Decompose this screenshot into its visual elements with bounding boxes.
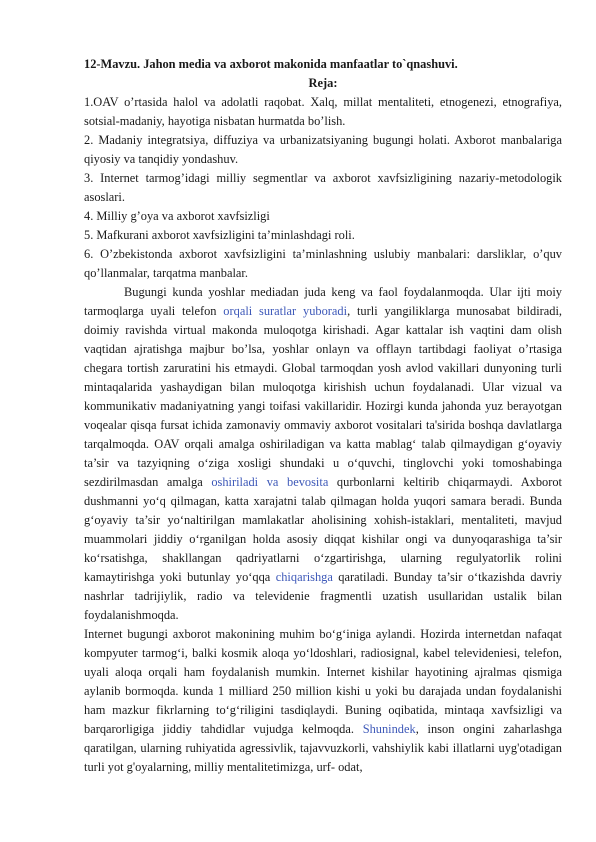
document-page: [84, 55, 562, 777]
body-paragraph-2: [84, 625, 562, 777]
paragraph-1-link-3[interactable]: chiqarishga: [275, 570, 333, 584]
plan-list: [84, 93, 562, 283]
paragraph-1-text-b: , turli yangiliklarga munosabat bildiradi, doimiy ravishda virtual makonda muloqotga kirishadi. Agar kattalar ish vaqtini dam olish vaqtidan ajratishga majbur bo’lsa, yoshlar onlayn va offlayn tartibdagi faoliyat o’rtasiga chegara tortish zaruratini his etmaydi. Global tarmoqdan yosh avlod vakillari dunyoning turli mintaqalarida yashaydigan bilan muloqotga kirishish uchun foydalanadi. Ular vizual va kommunikativ madaniyatning yangi toifasi vakillaridir. Hozirgi kunda jahonda yuz berayotgan voqealar qisqa fursat ichida zamonaviy ommaviy axborot vositalari ta'sirida boshqa davlatlarga tarqalmoqda. OAV orqali amalga oshiriladigan va katta mablag‘ talab qilmaydigan g‘oyaviy ta’sir va tazyiqning o‘ziga xosligi shundaki u o‘quvchi, tinglovchi yoki tomoshabinga sezdirilmasdan amalga: [84, 304, 563, 489]
paragraph-2-text-b: , inson ongini zaharlashga qaratilgan, ularning ruhiyatida agressivlik, tajavvuzkorli, vahshiylik kabi illatlarni uyg'otadigan turli yot g'oyalarning, milliy mentalitetimizga, urf- odat,: [84, 722, 562, 774]
paragraph-2-text-a: Internet bugungi axborot makonining muhim bo‘g‘iniga aylandi. Hozirda internetdan nafaqat kompyuter tarmog‘i, balki kosmik aloqa yo‘ldoshlari, radiosignal, kabel televideniesi, telefon, uyali aloqa orqali ham foydalanish mumkin. Internet kishilar hayotining ajralmas qismiga aylanib bormoqda. kunda 1 milliard 250 million kishi u yoki bu darajada undan foydalanishi ham mazkur fikrlarning to‘g‘riligini tasdiqlaydi. Buning oqibatida, mintaqa xavfsizligi va barqarorligiga jiddiy tahdidlar vujudga kelmoqda.: [84, 627, 562, 736]
paragraph-1-text-c: qurbonlarni keltirib chiqarmaydi. Axborot dushmanni yo‘q qilmagan, katta xarajatni talab qilmagan holda yuqori samara beradi. Bunda g‘oyaviy ta’sir yo‘naltirilgan mamlakatlar aholisining xohish-istaklari, mentaliteti, mavjud muammolari jiddiy o‘rganilgan holda asosiy diqqat kishilar ongi va dunyoqarashiga ta’sir ko‘rsatishga, shakllangan qadriyatlarni o‘zgartirishga, ularning regulyatorlik rolini kamaytirishga yoki butunlay yo‘qqa: [84, 475, 562, 584]
page-title: 12-Mavzu. Jahon media va axborot makonida manfaatlar to`qnashuvi.: [84, 57, 458, 71]
paragraph-1-text-a: Bugungi kunda yoshlar mediadan juda keng va faol foydalanmoqda. Ular ijti moiy tarmoqlarga uyali telefon: [84, 285, 562, 318]
body-paragraph-1: [84, 283, 562, 625]
plan-item-6: 6. O’zbekistonda axborot xavfsizligini ta’minlashning uslubiy manbalari: darsliklar, o’quv qo’llanmalar, tarqatma manbalar.: [84, 247, 562, 280]
paragraph-1-text-d: qaratiladi. Bunday ta’sir o‘tkazishda davriy nashrlar tadrijiylik, radio va televidenie fragmentli uzatish usullaridan ustalik bilan foydalanishmoqda.: [84, 570, 562, 622]
paragraph-1-link-2[interactable]: oshiriladi va bevosita: [211, 475, 329, 489]
plan-item-3: 3. Internet tarmog’idagi milliy segmentlar va axborot xavfsizligining nazariy-metodologik asoslari.: [84, 171, 562, 204]
plan-item-2: 2. Madaniy integratsiya, diffuziya va urbanizatsiyaning bugungi holati. Axborot manbalariga qiyosiy va tanqidiy yondashuv.: [84, 133, 562, 166]
paragraph-1-link-1[interactable]: orqali suratlar yuboradi: [223, 304, 348, 318]
plan-heading: Reja:: [308, 76, 338, 90]
plan-item-1: 1.OAV o’rtasida halol va adolatli raqobat. Xalq, millat mentaliteti, etnogenezi, etnografiya, sotsial-madaniy, hayotiga nisbatan hurmatda bo’lish.: [84, 95, 562, 128]
paragraph-2-link-1[interactable]: Shunindek: [362, 722, 416, 736]
plan-item-4: 4. Milliy g’oya va axborot xavfsizligi: [84, 209, 270, 223]
plan-item-5: 5. Mafkurani axborot xavfsizligini ta’minlashdagi roli.: [84, 228, 355, 242]
